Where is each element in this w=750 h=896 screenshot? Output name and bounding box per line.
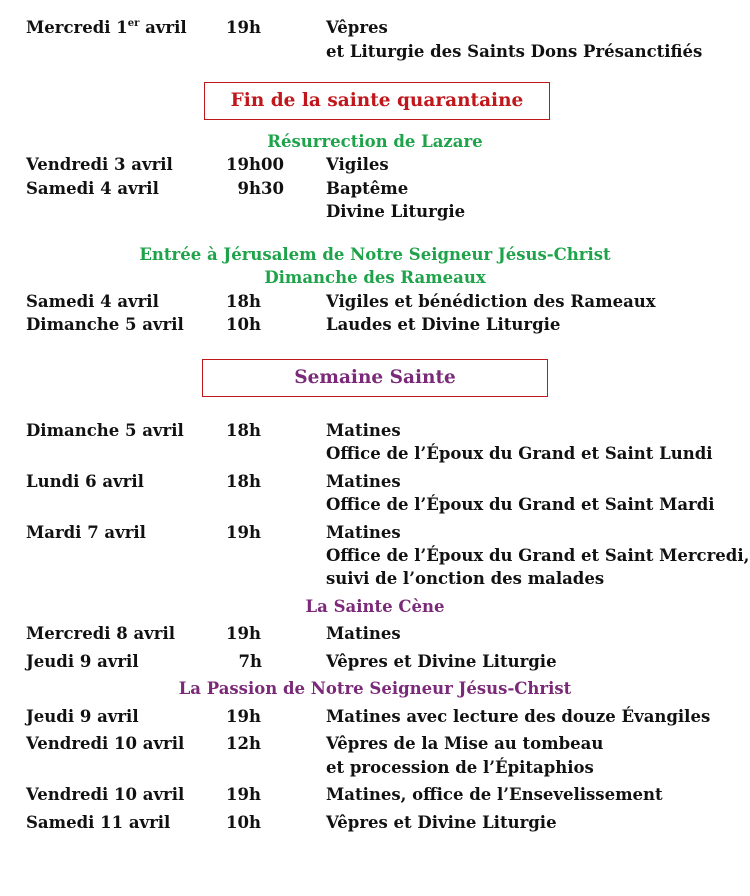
event-date: Jeudi 9 avril	[26, 707, 139, 726]
event-activity: Matines	[326, 523, 401, 542]
event-activity: Laudes et Divine Liturgie	[326, 315, 561, 334]
section-heading: La Sainte Cène	[305, 597, 445, 616]
event-date: Mardi 7 avril	[26, 523, 146, 542]
event-activity: Vêpres de la Mise au tombeau	[326, 734, 604, 753]
event-activity: Matines	[326, 624, 401, 643]
event-date: Samedi 4 avril	[26, 179, 159, 198]
event-date: Samedi 11 avril	[26, 813, 171, 832]
event-activity: Office de l’Époux du Grand et Saint Mardi	[326, 495, 715, 514]
event-date: Mercredi 8 avril	[26, 624, 175, 643]
event-activity: Vêpres	[326, 18, 388, 37]
event-time: 19h00	[226, 155, 284, 174]
event-time: 18h	[226, 292, 261, 311]
event-time: 10h	[226, 315, 261, 334]
event-activity: Office de l’Époux du Grand et Saint Mercredi,	[326, 546, 750, 565]
event-time: 12h	[226, 734, 261, 753]
event-time: 19h	[226, 624, 261, 643]
section-heading: La Passion de Notre Seigneur Jésus-Christ	[178, 679, 572, 698]
event-date: Dimanche 5 avril	[26, 315, 184, 334]
event-activity: Vigiles et bénédiction des Rameaux	[326, 292, 656, 311]
event-time: 7h	[238, 652, 262, 671]
event-date: Lundi 6 avril	[26, 472, 144, 491]
event-activity: Baptême	[326, 179, 409, 198]
section-heading: Entrée à Jérusalem de Notre Seigneur Jésus-Christ	[139, 245, 611, 264]
event-time: 9h30	[237, 179, 284, 198]
event-date: Jeudi 9 avril	[26, 652, 139, 671]
event-time: 19h	[226, 785, 261, 804]
event-date: Vendredi 3 avril	[26, 155, 173, 174]
event-date: Samedi 4 avril	[26, 292, 159, 311]
event-activity: et procession de l’Épitaphios	[326, 758, 594, 777]
event-activity: Vêpres et Divine Liturgie	[326, 652, 557, 671]
event-activity: Divine Liturgie	[326, 202, 466, 221]
event-date: Vendredi 10 avril	[26, 785, 185, 804]
event-time: 19h	[226, 18, 261, 37]
section-box-semaine-sainte: Semaine Sainte	[202, 359, 548, 397]
event-time: 10h	[226, 813, 261, 832]
section-subheading: Dimanche des Rameaux	[264, 268, 486, 287]
event-time: 19h	[226, 523, 261, 542]
section-heading: Résurrection de Lazare	[267, 132, 483, 151]
section-box-fin-quarantaine: Fin de la sainte quarantaine	[204, 82, 550, 120]
event-activity: Office de l’Époux du Grand et Saint Lundi	[326, 444, 713, 463]
event-activity: Vêpres et Divine Liturgie	[326, 813, 557, 832]
event-activity: Vigiles	[326, 155, 389, 174]
event-activity: et Liturgie des Saints Dons Présanctifiés	[326, 42, 703, 61]
event-time: 18h	[226, 472, 261, 491]
event-time: 19h	[226, 707, 261, 726]
event-date: Mercredi 1er avril	[26, 18, 187, 37]
event-activity: Matines	[326, 472, 401, 491]
event-activity: Matines, office de l’Ensevelissement	[326, 785, 663, 804]
event-date: Vendredi 10 avril	[26, 734, 185, 753]
event-time: 18h	[226, 421, 261, 440]
event-activity: suivi de l’onction des malades	[326, 569, 605, 588]
event-activity: Matines	[326, 421, 401, 440]
event-activity: Matines avec lecture des douze Évangiles	[326, 707, 711, 726]
event-date: Dimanche 5 avril	[26, 421, 184, 440]
